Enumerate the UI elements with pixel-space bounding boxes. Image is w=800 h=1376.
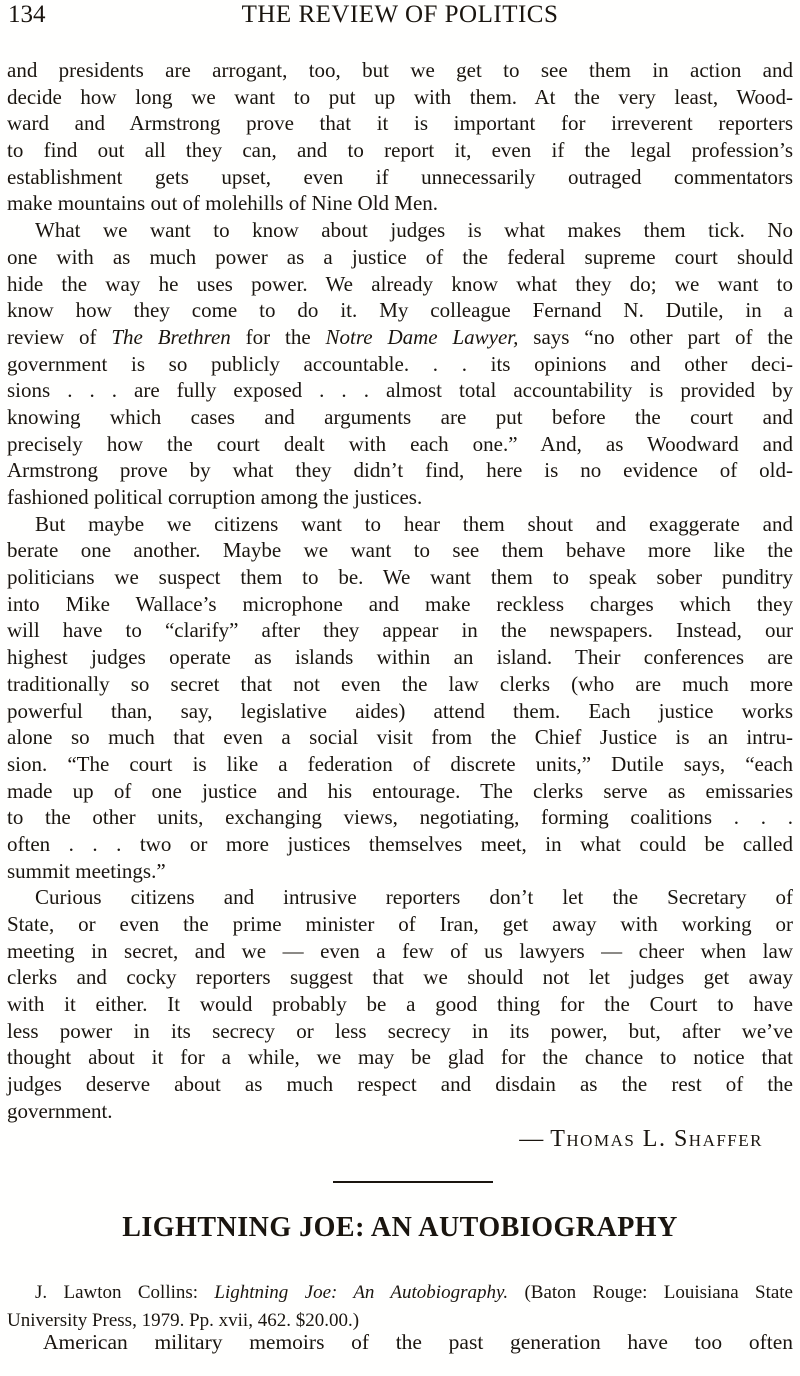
text-line [7, 1044, 793, 1071]
text-line [7, 377, 793, 404]
text-line [7, 831, 793, 858]
text-segment: with it either. It would probably be a good thing for the Court to have [7, 992, 793, 1017]
text-line [7, 297, 793, 324]
text-segment: What we want to know about judges is what makes them tick. No [35, 218, 793, 243]
text-segment: precisely how the court dealt with each one.” And, as Woodward and [7, 431, 793, 456]
text-segment: decide how long we want to put up with them. At the very least, Wood- [7, 84, 793, 109]
text-line [7, 431, 793, 458]
text-segment: State, or even the prime minister of Iran, get away with working or [7, 912, 793, 936]
text-segment: alone so much that even a social visit from the Chief Justice is an intru- [7, 725, 793, 750]
text-line [7, 511, 793, 538]
attribution-name: Thomas L. Shaffer [550, 1126, 763, 1152]
text-segment: But maybe we citizens want to hear them shout and exaggerate and [35, 511, 793, 536]
section-divider [333, 1181, 493, 1183]
text-segment: one with as much power as a justice of the federal supreme court should [7, 244, 793, 269]
book-citation [7, 1279, 793, 1335]
text-segment: University Press, 1979. Pp. xvii, 462. $20.00.) [7, 1310, 360, 1331]
text-segment: to the other units, exchanging views, negotiating, forming coalitions . . . [7, 805, 793, 830]
journal-title: THE REVIEW OF POLITICS [241, 1, 559, 28]
text-line [7, 751, 793, 778]
text-line [7, 351, 793, 378]
italic-text-segment: Lightning Joe: An Autobiography. [214, 1282, 509, 1303]
text-line [7, 991, 793, 1018]
text-segment: (Baton Rouge: Louisiana State [508, 1282, 793, 1303]
text-line [7, 244, 793, 271]
text-segment: judges deserve about as much respect and disdain as the rest of the [7, 1072, 793, 1097]
text-line [7, 644, 793, 671]
text-segment: know how they come to do it. My colleague Fernand N. Dutile, in a [7, 298, 793, 323]
text-line [7, 217, 793, 244]
text-line [7, 137, 793, 164]
text-line [7, 964, 793, 991]
text-segment: politicians we suspect them to be. We want them to speak sober punditry [7, 565, 793, 590]
text-line [7, 671, 793, 698]
text-segment: clerks and cocky reporters suggest that we should not let judges get away [7, 965, 793, 990]
text-line [7, 457, 793, 484]
text-line [7, 1071, 793, 1098]
text-segment: make mountains out of molehills of Nine Old Men. [7, 191, 439, 216]
paragraph [7, 511, 793, 885]
text-segment: knowing which cases and arguments are put before the court and [7, 404, 793, 429]
text-line [7, 271, 793, 298]
text-line [7, 778, 793, 805]
text-segment: J. Lawton Collins: [35, 1282, 215, 1303]
text-segment: review of [7, 324, 112, 349]
text-segment: and presidents are arrogant, too, but we get to see them in action and [7, 58, 793, 82]
text-segment: less power in its secrecy or less secrecy in its power, but, after we’ve [7, 1018, 793, 1043]
text-line [7, 698, 793, 725]
text-line [7, 564, 793, 591]
text-line [7, 1098, 793, 1125]
text-line [7, 938, 793, 965]
text-line [7, 804, 793, 831]
italic-text-segment: The Brethren [111, 324, 231, 349]
text-segment: ward and Armstrong prove that it is important for irreverent reporters [7, 111, 793, 136]
text-segment: summit meetings.” [7, 858, 166, 883]
text-line [7, 1328, 793, 1356]
text-line [7, 404, 793, 431]
text-segment: fashioned political corruption among the justices. [7, 485, 423, 509]
text-line [7, 324, 793, 351]
attribution-holder [7, 1125, 793, 1153]
text-segment: says “no other part of the [518, 324, 793, 349]
text-segment: traditionally so secret that not even the law clerks (who are much more [7, 671, 793, 696]
text-line [7, 57, 793, 84]
text-line [7, 1279, 793, 1307]
text-segment: often . . . two or more justices themselves meet, in what could be called [7, 831, 793, 856]
running-head [8, 1, 792, 31]
italic-text-segment: Notre Dame Lawyer, [325, 324, 519, 349]
text-line [7, 591, 793, 618]
text-line [7, 110, 793, 137]
text-segment: government is so publicly accountable. . . its opinions and other deci- [7, 351, 793, 376]
paragraph [7, 217, 793, 511]
review-body-text [7, 57, 793, 1125]
text-segment: berate one another. Maybe we want to see them behave more like the [7, 538, 793, 563]
text-line [7, 724, 793, 751]
text-segment: will have to “clarify” after they appear in the newspapers. Instead, our [7, 618, 793, 643]
text-segment: Armstrong prove by what they didn’t find, here is no evidence of old- [7, 458, 793, 483]
attribution [7, 1126, 793, 1153]
next-review-title: LIGHTNING JOE: AN AUTOBIOGRAPHY [122, 1212, 678, 1243]
text-line [7, 1018, 793, 1045]
attribution-dash: — [519, 1126, 544, 1152]
text-segment: powerful than, say, legislative aides) attend them. Each justice works [7, 698, 793, 723]
text-line [7, 84, 793, 111]
text-line [7, 484, 793, 511]
text-line [7, 190, 793, 217]
text-segment: American military memoirs of the past generation have too often [43, 1330, 793, 1354]
text-segment: government. [7, 1098, 113, 1123]
text-segment: sion. “The court is like a federation of discrete units,” Dutile says, “each [7, 751, 793, 776]
text-segment: establishment gets upset, even if unnecessarily outraged commentators [7, 164, 793, 189]
text-segment: Curious citizens and intrusive reporters don’t let the Secretary of [35, 885, 793, 910]
text-segment: sions . . . are fully exposed . . . almost total accountability is provided by [7, 378, 793, 403]
text-line [7, 858, 793, 885]
text-line [7, 884, 793, 911]
paragraph [7, 57, 793, 217]
text-line [7, 537, 793, 564]
text-line [7, 617, 793, 644]
text-segment: hide the way he uses power. We already know what they do; we want to [7, 271, 793, 296]
text-segment: for the [230, 324, 326, 349]
text-segment: meeting in secret, and we — even a few of us lawyers — cheer when law [7, 938, 793, 963]
text-line [7, 164, 793, 191]
text-segment: to find out all they can, and to report it, even if the legal profession’s [7, 138, 793, 163]
text-segment: highest judges operate as islands within an island. Their conferences are [7, 645, 793, 670]
text-line [7, 911, 793, 938]
page-number: 134 [8, 1, 46, 28]
text-segment: into Mike Wallace’s microphone and make reckless charges which they [7, 591, 793, 616]
paragraph [7, 884, 793, 1124]
next-review-opening-paragraph [7, 1328, 793, 1356]
text-segment: thought about it for a while, we may be glad for the chance to notice that [7, 1045, 793, 1070]
text-segment: made up of one justice and his entourage. The clerks serve as emissaries [7, 778, 793, 803]
